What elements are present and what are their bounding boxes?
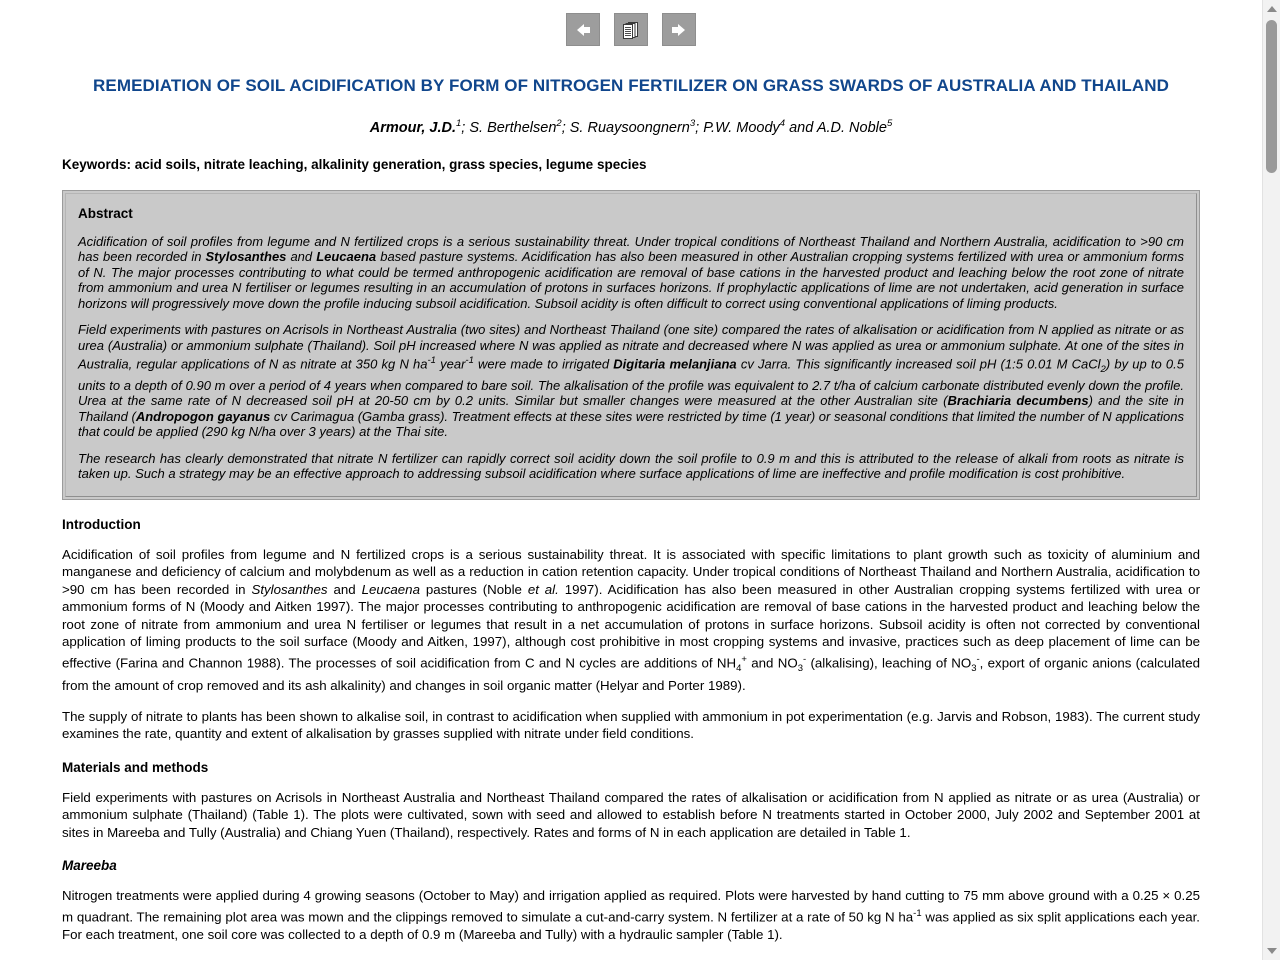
species-leucaena: Leucaena — [316, 249, 377, 265]
author-name-3: S. Ruaysoongnern — [569, 119, 690, 136]
section-heading-materials-and-methods: Materials and methods — [62, 759, 209, 775]
author-name-1: Armour, J.D. — [369, 119, 456, 136]
formula-no3-charge-1: - — [803, 653, 807, 665]
intro-p1-text-a: Acidification of soil profiles from legume and N fertilized crops is a serious sustainability threat. It is associated with specific limitations to plant growth such as toxicity of aluminium and manganese and deficiency of calcium and molybdenum as well as a reduction in cation retention capacity. Under tropical conditions of Northeast Thailand and Northern Australia, acidification to >90 cm has been recorded in — [62, 546, 1200, 597]
abstract-p2-text-b: year — [435, 356, 466, 372]
next-page-button[interactable] — [662, 13, 696, 46]
materials-paragraph-2 — [62, 887, 1200, 943]
author-affiliation-marker-4: 4 — [779, 118, 786, 129]
intro-p1-text-e: pastures (Noble — [419, 581, 528, 597]
materials-paragraph-1: Field experiments with pastures on Acrisols in Northeast Australia and Northeast Thailand compared the rates of alkalisation or acidification from N applied as nitrate or as urea (Australia) or ammonium sulphate (Thailand) (Table 1). The plots were cultivated, sown with seed and allowed to establish before N treatments started in October 2000, July 2002 and September 2001 at sites in Mareeba and Tully (Australia) and Chiang Yuen (Thailand), respectively. Rates and forms of N in each application are detailed in Table 1. — [62, 789, 1200, 840]
author-separator-2: ; — [561, 119, 570, 136]
species-digitaria-melanjiana: Digitaria melanjiana — [613, 356, 737, 372]
abstract-heading: Abstract — [78, 205, 133, 221]
species-stylosanthes: Stylosanthes — [205, 249, 287, 265]
intro-p1-text-c: and — [327, 581, 362, 597]
intro-p1-text-i: (alkalising), leaching of NO — [806, 655, 972, 671]
abstract-p1-text-a: Acidification of soil profiles from legume and N fertilized crops is a serious sustainability threat. Under tropical conditions of Northeast Thailand and Northern Australia, acidification to >90 cm has been recorded in — [78, 233, 1184, 265]
document-stack-icon — [621, 20, 641, 40]
materials-p2-exponent-1: -1 — [913, 907, 922, 919]
species-stylosanthes-intro: Stylosanthes — [251, 581, 328, 597]
page-title: REMEDIATION OF SOIL ACIDIFICATION BY FORM OF NITROGEN FERTILIZER ON GRASS SWARDS OF AUSTRALIA AND THAILAND — [93, 76, 1169, 95]
author-list — [62, 115, 1200, 137]
section-heading-introduction: Introduction — [62, 516, 141, 532]
table-of-contents-button[interactable] — [614, 13, 648, 46]
abstract-panel — [62, 190, 1200, 500]
abstract-p2-exponent-2: -1 — [465, 355, 474, 367]
formula-no3-charge-2: - — [976, 653, 980, 665]
author-affiliation-marker-3: 3 — [689, 118, 696, 129]
intro-p1-text-h: and NO — [746, 655, 798, 671]
author-name-4: P.W. Moody — [703, 119, 780, 136]
abstract-p2-text-h: ) and the site in Thailand ( — [78, 393, 1184, 424]
abstract-p2-text-f: ) by up to 0.5 units to a depth of 0.90 m over a period of 4 years when compared to bare soil. The alkalisation of the profile was equivalent to 2.7 t/ha of calcium carbonate distributed evenly down the profile. Urea at the same rate of N decreased soil pH at 20-50 cm by 0.2 units. Similar but smaller changes were measured at the other Australian site ( — [78, 356, 1184, 409]
document-content — [0, 75, 1262, 943]
subsection-heading-mareeba: Mareeba — [62, 858, 117, 874]
author-name-2: S. Berthelsen — [469, 119, 557, 136]
scrollbar-down-arrow-icon[interactable] — [1263, 944, 1280, 958]
citation-et-al: et al. — [527, 581, 559, 597]
keywords-line: Keywords: acid soils, nitrate leaching, alkalinity generation, grass species, legume species — [62, 156, 647, 172]
introduction-paragraph-1 — [62, 546, 1200, 695]
author-separator-3: ; — [695, 119, 704, 136]
abstract-p2-text-a: Field experiments with pastures on Acrisols in Northeast Australia (two sites) and Northeast Thailand (one site) compared the rates of alkalisation or acidification from N applied as nitrate or as urea (Australia) or ammonium sulphate (Thailand). Soil pH increased where N was applied as nitrate and decreased where N was applied as urea or ammonium sulphate. At one of the sites in Australia, regular applications of N as nitrate at 350 kg N ha — [78, 322, 1184, 372]
arrow-left-icon — [573, 21, 593, 39]
author-name-5: A.D. Noble — [816, 119, 887, 136]
formula-nh4-charge: + — [741, 653, 747, 665]
abstract-p2-exponent-1: -1 — [427, 355, 436, 367]
page-navigation-toolbar — [0, 0, 1262, 46]
introduction-paragraph-2: The supply of nitrate to plants has been shown to alkalise soil, in contrast to acidification when supplied with ammonium in pot experimentation (e.g. Jarvis and Robson, 1983). The current study examines the rate, quantity and extent of alkalisation by grasses supplied with nitrate under field conditions. — [62, 708, 1200, 742]
abstract-p2-text-e: cv Jarra. This significantly increased soil pH (1:5 0.01 M CaCl — [736, 356, 1101, 372]
abstract-p1-text-e: based pasture systems. Acidification has also been measured in other Australian cropping systems fertilized with urea or ammonium forms of N. The major processes contributing to what could be termed anthropogenic acidification are removal of base cations in the harvested product and leaching below the root zone of nitrate from ammonium and urea N fertiliser or legumes resulting in an accumulation of protons in surfaces horizons. If prophylactic applications of lime are not undertaken, acid generation in surface horizons will progressively move down the profile inducing subsoil acidification. Subsoil acidity is often difficult to correct using conventional applications of liming products. — [78, 249, 1184, 311]
species-leucaena-intro: Leucaena — [361, 581, 420, 597]
scrollbar-thumb[interactable] — [1266, 20, 1277, 173]
materials-p2-text-a: Nitrogen treatments were applied during 4 growing seasons (October to May) and irrigation applied as required. Plots were harvested by hand cutting to 75 mm above ground with a 0.25 × 0.25 m quadrant. The remaining plot area was mown and the clippings removed to simulate a cut-and-carry system. N fertilizer at a rate of 50 kg N ha — [62, 888, 1200, 925]
intro-p1-text-j: , export of organic anions (calculated from the amount of crop removed and its ash alkalinity) and changes in soil organic matter (Helyar and Porter 1989). — [62, 655, 1200, 694]
author-affiliation-marker-5: 5 — [886, 118, 893, 129]
formula-no3-subscript-2: 3 — [971, 662, 977, 674]
species-brachiaria-decumbens: Brachiaria decumbens — [947, 393, 1089, 409]
author-separator-4: and — [785, 119, 817, 136]
abstract-p2-text-j: cv Carimagua (Gamba grass). Treatment effects at these sites were restricted by time (1 year) or seasonal conditions that limited the number of N applications that could be applied (290 kg N/ha over 3 years) at the Thai site. — [78, 408, 1184, 440]
formula-no3-subscript-1: 3 — [797, 662, 803, 674]
abstract-paragraph-2 — [78, 322, 1184, 439]
abstract-p1-text-c: and — [286, 249, 317, 265]
intro-p1-text-g: 1997). Acidification has also been measured in other Australian cropping systems fertilized with urea or ammonium forms of N (Moody and Aitken 1997). The major processes contributing to anthropogenic acidification are removal of base cations in the harvested product and leaching below the root zone of nitrate from ammonium and urea N fertiliser or legumes that result in a net accumulation of protons in surface horizons. Subsoil acidity is often not corrected by conventional application of liming products to the soil surface (Moody and Aitken, 1997), although cost prohibitive in most cropping systems and invasive, practices such as deep placement of lime can be effective (Farina and Channon 1988). The processes of soil acidification from C and N cycles are additions of NH — [62, 581, 1201, 671]
abstract-paragraph-1 — [78, 234, 1184, 312]
species-andropogon-gayanus: Andropogon gayanus — [135, 408, 271, 424]
previous-page-button[interactable] — [566, 13, 600, 46]
vertical-scrollbar[interactable] — [1262, 0, 1280, 960]
author-affiliation-marker-1: 1 — [455, 118, 462, 129]
abstract-p2-text-c: were made to irrigated — [473, 356, 614, 372]
author-affiliation-marker-2: 2 — [556, 118, 562, 129]
abstract-p2-subscript-1: 2 — [1100, 364, 1106, 376]
abstract-panel-inner — [65, 193, 1197, 497]
materials-p2-text-b: was applied as six split applications each year. For each treatment, one soil core was collected to a depth of 0.9 m (Mareeba and Tully) with a hydraulic sampler (Table 1). — [62, 909, 1200, 942]
scrollbar-up-arrow-icon[interactable] — [1263, 2, 1280, 16]
author-separator-1: ; — [461, 119, 470, 136]
formula-nh4-subscript: 4 — [736, 662, 742, 674]
abstract-paragraph-3: The research has clearly demonstrated that nitrate N fertilizer can rapidly correct soil acidity down the soil profile to 0.9 m and this is attributed to the release of alkali from roots as nitrate is taken up. Such a strategy may be an effective approach to addressing subsoil acidification where surface applications of lime are ineffective and profile modification is cost prohibitive. — [78, 450, 1184, 482]
arrow-right-icon — [669, 21, 689, 39]
